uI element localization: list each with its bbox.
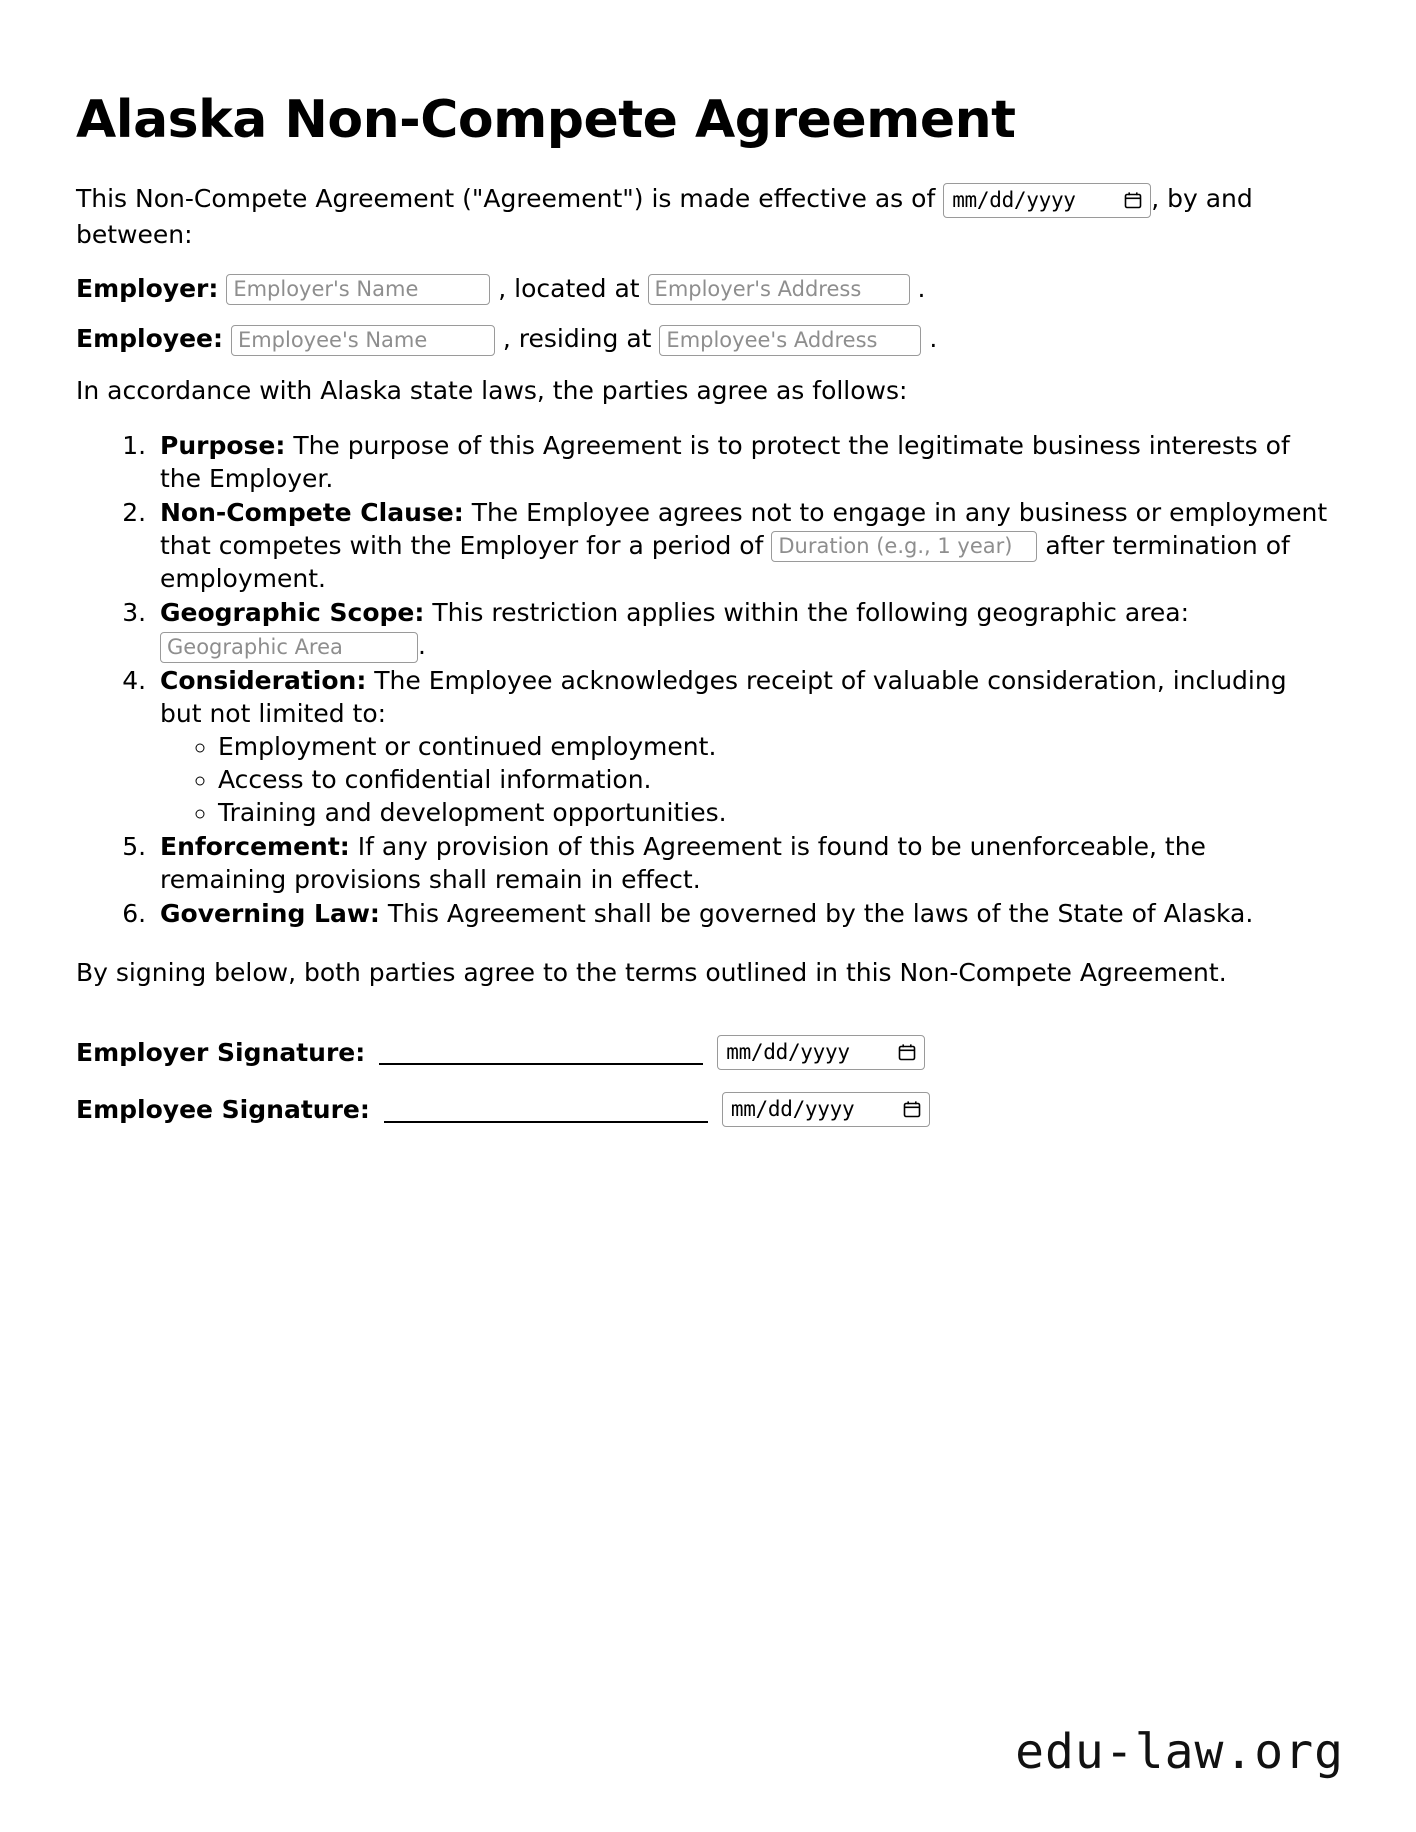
employer-date-placeholder: mm/dd/yyyy (726, 1039, 850, 1064)
employee-line (76, 323, 1340, 356)
calendar-icon[interactable] (903, 1100, 921, 1118)
term-text-purpose: The purpose of this Agreement is to protect the legitimate business interests of the Employer. (160, 430, 1290, 493)
term-text-geographic-before: This restriction applies within the following geographic area: (432, 598, 1190, 628)
term-text-geographic-after: . (418, 631, 426, 661)
term-text-enforcement: If any provision of this Agreement is found to be unenforceable, the remaining provisions shall remain in effect. (160, 831, 1206, 894)
employee-address-input[interactable] (659, 325, 921, 356)
calendar-icon[interactable] (1124, 191, 1142, 209)
employee-signature-row (76, 1092, 1340, 1127)
employer-connector: , located at (498, 273, 640, 303)
term-text-non-compete-after: after termination of employment. (160, 530, 1290, 594)
term-item-geographic-scope (154, 596, 1336, 663)
closing-paragraph: By signing below, both parties agree to the terms outlined in this Non-Compete Agreement. (76, 957, 1227, 987)
term-item-non-compete-clause (154, 496, 1336, 596)
effective-date-input[interactable] (943, 183, 1151, 218)
term-label-geographic-scope: Geographic Scope: (160, 598, 425, 628)
term-label-purpose: Purpose: (160, 430, 286, 460)
employee-connector: , residing at (502, 324, 652, 354)
employee-label: Employee: (76, 324, 223, 354)
employer-address-input[interactable] (648, 274, 910, 305)
term-text-consideration: The Employee acknowledges receipt of valuable consideration, including but not limited to: (160, 665, 1287, 728)
signature-block (76, 1035, 1340, 1127)
effective-date-paragraph (76, 182, 1316, 251)
employer-signature-label: Employer Signature: (76, 1037, 366, 1067)
employee-signature-line[interactable] (384, 1097, 708, 1123)
employee-signature-label: Employee Signature: (76, 1095, 370, 1125)
term-label-governing-law: Governing Law: (160, 898, 380, 928)
term-text-non-compete-before: The Employee agrees not to engage in any business or employment that competes with the Employer for a period of (160, 497, 1328, 560)
accordance-paragraph: In accordance with Alaska state laws, the parties agree as follows: (76, 375, 908, 405)
terms-list (76, 429, 1336, 930)
employer-signature-row (76, 1035, 1340, 1070)
employer-signature-line[interactable] (379, 1039, 703, 1065)
employee-signature-date-input[interactable] (722, 1092, 930, 1127)
duration-input[interactable] (771, 531, 1037, 562)
page-title: Alaska Non-Compete Agreement (76, 90, 1016, 150)
intro-text-after-date: , by and between: (76, 184, 1253, 249)
list-item: ◦ Employment or continued employment. (218, 730, 1336, 763)
employee-name-input[interactable] (231, 325, 495, 356)
list-item: ◦ Access to confidential information. (218, 763, 1336, 796)
employer-line (76, 273, 1340, 306)
site-watermark: edu-law.org (1015, 1724, 1344, 1780)
term-item-enforcement (154, 830, 1336, 896)
term-item-purpose (154, 429, 1336, 495)
calendar-icon[interactable] (898, 1043, 916, 1061)
term-label-consideration: Consideration: (160, 665, 367, 695)
intro-text-before-date: This Non-Compete Agreement ("Agreement") is made effective as of (76, 184, 936, 214)
consideration-subitems (160, 730, 1336, 829)
term-label-enforcement: Enforcement: (160, 831, 350, 861)
effective-date-placeholder: mm/dd/yyyy (952, 187, 1076, 212)
list-item: ◦ Training and development opportunities. (218, 796, 1336, 829)
geographic-area-input[interactable] (160, 632, 418, 663)
term-text-governing-law: This Agreement shall be governed by the laws of the State of Alaska. (387, 898, 1254, 928)
term-item-governing-law (154, 897, 1336, 930)
employer-signature-date-input[interactable] (717, 1035, 925, 1070)
term-item-consideration (154, 664, 1336, 829)
term-label-non-compete-clause: Non-Compete Clause: (160, 497, 464, 527)
employer-terminator: . (917, 273, 926, 303)
employer-label: Employer: (76, 273, 219, 303)
employee-date-placeholder: mm/dd/yyyy (730, 1097, 855, 1122)
employer-name-input[interactable] (226, 274, 490, 305)
employee-terminator: . (929, 324, 938, 354)
